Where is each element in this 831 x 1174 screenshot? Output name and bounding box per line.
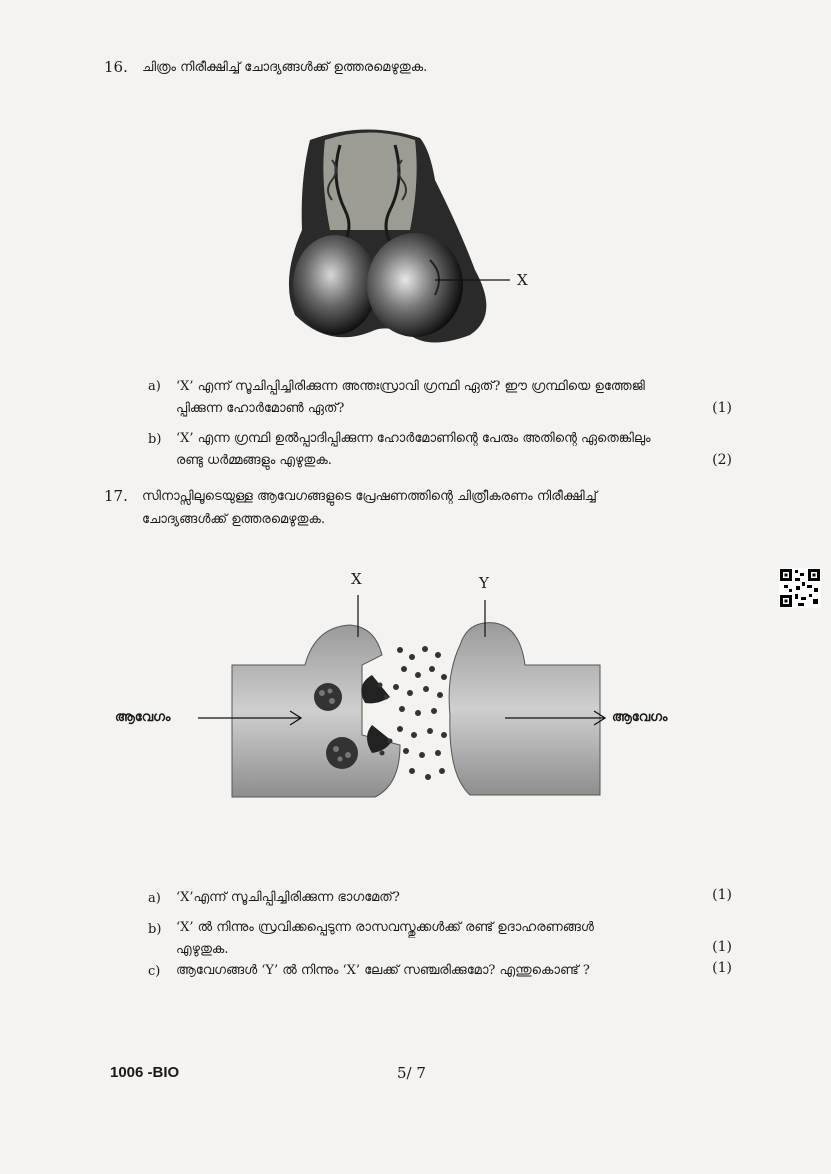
q17c-line1: ആവേഗങ്ങൾ ‘Y’ ൽ നിന്നും ‘X’ ലേക്ക് സഞ്ചരിക്കുമോ? എന്തുകൊണ്ട് ? xyxy=(176,963,590,978)
qr-code xyxy=(779,568,821,608)
q16b-line1: ‘X’ എന്ന ഗ്രന്ഥി ഉൽപ്പാദിപ്പിക്കുന്ന ഹോർമോണിന്റെ പേരും അതിന്റെ ഏതെങ്കിലും xyxy=(176,431,651,446)
q16a-line2: പ്പിക്കുന്ന ഹോർമോൺ ഏത്? xyxy=(176,401,345,416)
q17-label-y: Y xyxy=(479,574,489,592)
q17-label-x: X xyxy=(351,570,362,588)
q17b-line1: ‘X’ ൽ നിന്നും സ്രവിക്കപ്പെടുന്ന രാസവസ്തുക്കൾക്ക് രണ്ട് ഉദാഹരണങ്ങൾ xyxy=(176,920,594,935)
q17a-mark: (1) xyxy=(712,887,732,903)
footer-paper-code: 1006 -BIO xyxy=(110,1064,180,1081)
q17-synapse-diagram xyxy=(100,565,700,815)
q16b-line2: രണ്ടു ധർമ്മങ്ങളും എഴുതുക. xyxy=(176,453,332,468)
q17c-letter: c) xyxy=(148,964,161,979)
q17-line2: ചോദ്യങ്ങൾക്ക് ഉത്തരമെഴുതുക. xyxy=(142,512,325,527)
q16-label-x: X xyxy=(517,271,528,289)
q17b-mark: (1) xyxy=(712,939,732,955)
q17c-mark: (1) xyxy=(712,960,732,976)
q17a-line1: ‘X’എന്ന് സൂചിപ്പിച്ചിരിക്കുന്ന ഭാഗമേത്? xyxy=(176,890,400,905)
q16a-mark: (1) xyxy=(712,400,732,416)
q16b-mark: (2) xyxy=(712,452,732,468)
q17-number: 17. xyxy=(104,487,128,505)
q16-number: 16. xyxy=(104,58,128,76)
q17a-letter: a) xyxy=(148,891,161,906)
q17-line1: സിനാപ്സിലൂടെയുള്ള ആവേഗങ്ങളുടെ പ്രേഷണത്തിന്റെ ചിത്രീകരണം നിരീക്ഷിച്ച് xyxy=(142,489,597,504)
q16a-line1: ‘X’ എന്ന് സൂചിപ്പിച്ചിരിക്കുന്ന അന്തഃസ്രാവി ഗ്രന്ഥി ഏത്? ഈ ഗ്രന്ഥിയെ ഉത്തേജി xyxy=(176,379,645,394)
q17b-line2: എഴുതുക. xyxy=(176,942,229,957)
q16b-letter: b) xyxy=(148,432,162,447)
q16-instruction: ചിത്രം നിരീക്ഷിച്ച് ചോദ്യങ്ങൾക്ക് ഉത്തരമെഴുതുക. xyxy=(142,60,428,75)
q16a-letter: a) xyxy=(148,379,161,394)
q16-diagram xyxy=(270,120,550,350)
q17b-letter: b) xyxy=(148,922,162,937)
footer-page-number: 5/ 7 xyxy=(397,1064,426,1082)
q17-impulse-left: ആവേഗം xyxy=(115,710,171,725)
q17-impulse-right: ആവേഗം xyxy=(612,710,668,725)
